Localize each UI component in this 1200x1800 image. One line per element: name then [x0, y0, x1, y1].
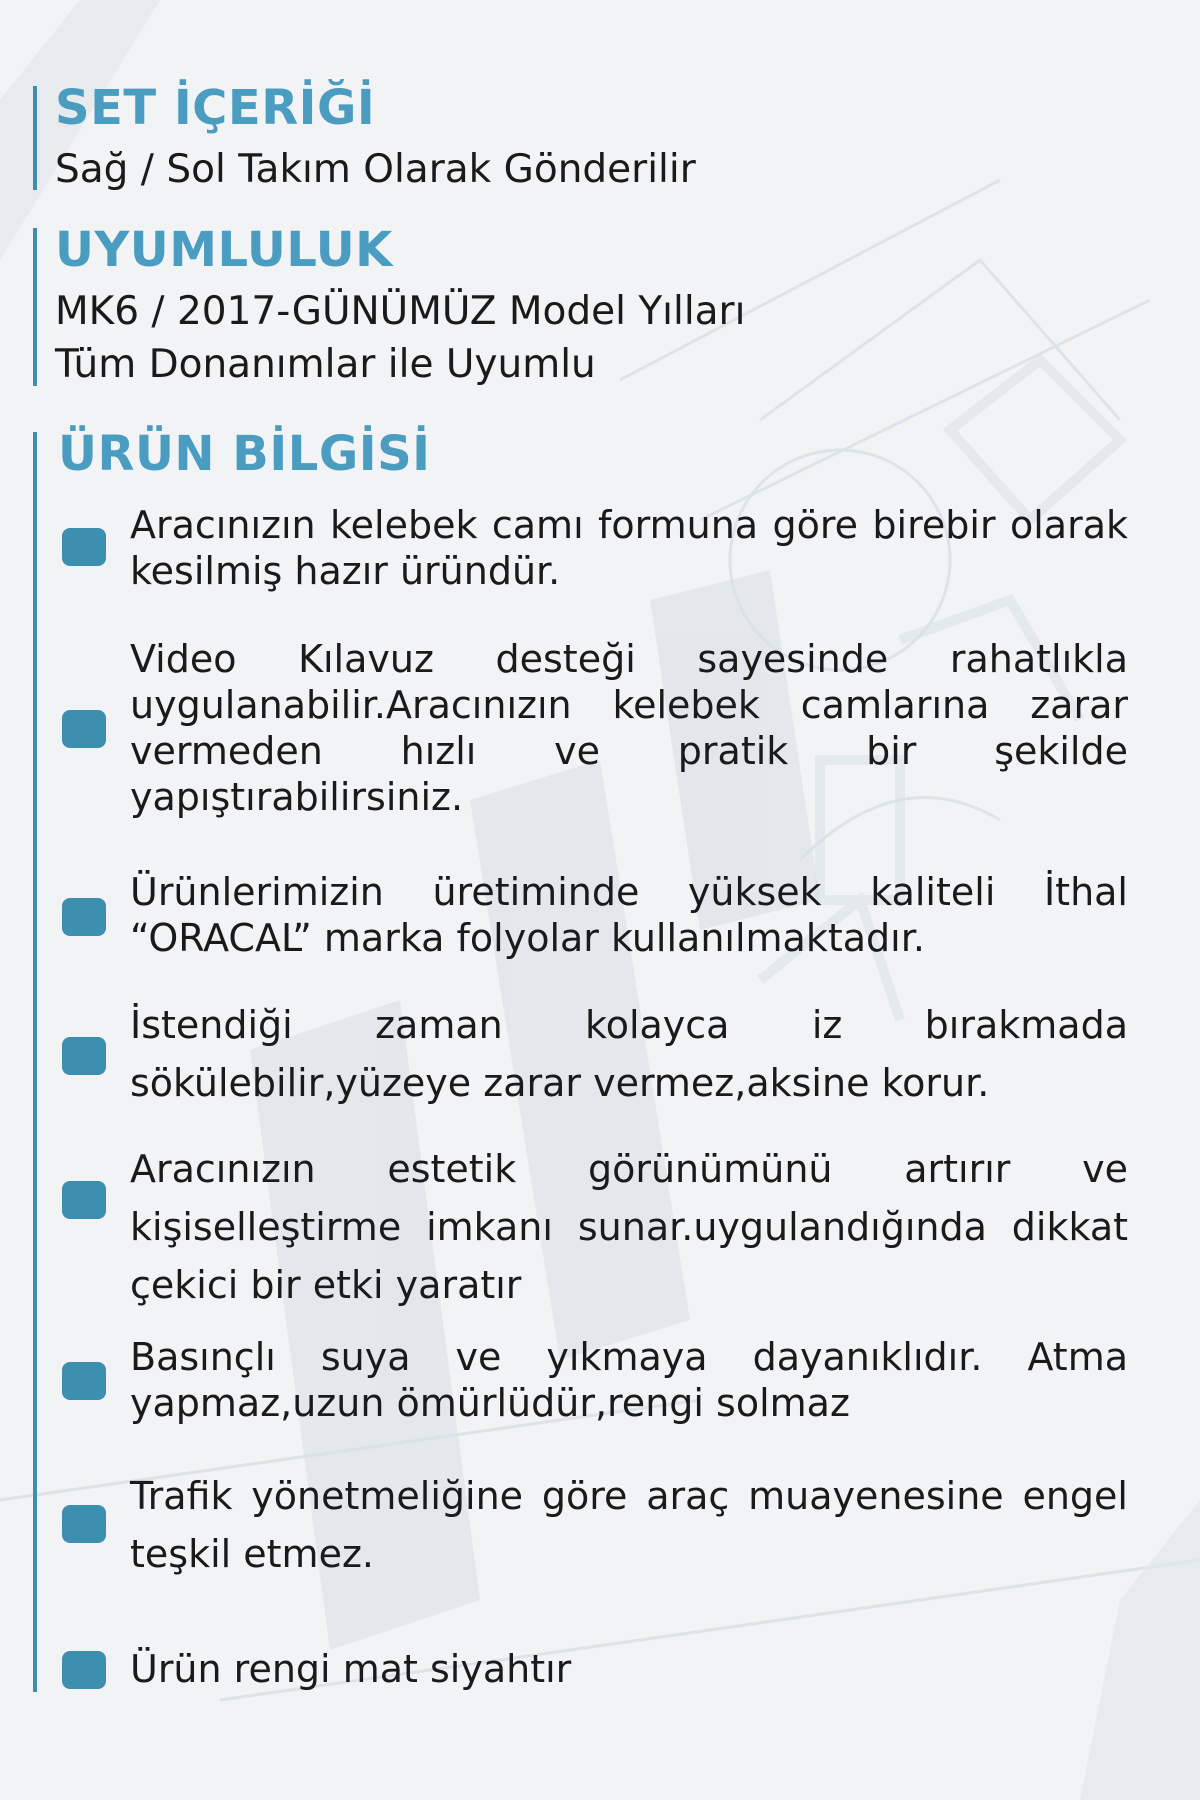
product-info-item-5: Aracınızın estetik görünümünü artırır ve kişiselleştirme imkanı sunar.uygulandığında dikkat çekici bir etki yaratır	[130, 1147, 1128, 1307]
product-info-accent-bar	[33, 432, 37, 1692]
bullet-icon	[62, 528, 106, 566]
product-info-item-8: Ürün rengi mat siyahtır	[130, 1647, 572, 1691]
product-info-item-3: Ürünlerimizin üretiminde yüksek kaliteli İthal “ORACAL” marka folyolar kullanılmaktadır.	[130, 870, 1128, 960]
product-info-item-1: Aracınızın kelebek camı formuna göre birebir olarak kesilmiş hazır üründür.	[130, 503, 1128, 593]
set-contents-heading: SET İÇERİĞİ	[55, 80, 376, 136]
product-info-item-7: Trafik yönetmeliğine göre araç muayenesine engel teşkil etmez.	[130, 1474, 1128, 1576]
compatibility-line-2: Tüm Donanımlar ile Uyumlu	[55, 342, 596, 387]
bullet-icon	[62, 1037, 106, 1075]
bullet-icon	[62, 1505, 106, 1543]
bullet-icon	[62, 1181, 106, 1219]
compatibility-heading: UYUMLULUK	[55, 222, 393, 278]
bullet-icon	[62, 898, 106, 936]
compatibility-accent-bar	[33, 228, 37, 386]
bullet-icon	[62, 710, 106, 748]
product-info-heading: ÜRÜN BİLGİSİ	[58, 426, 431, 482]
product-info-item-6: Basınçlı suya ve yıkmaya dayanıklıdır. Atma yapmaz,uzun ömürlüdür,rengi solmaz	[130, 1335, 1128, 1425]
set-contents-accent-bar	[33, 86, 37, 190]
product-info-item-2: Video Kılavuz desteği sayesinde rahatlıkla uygulanabilir.Aracınızın kelebek camlarına zarar vermeden hızlı ve pratik bir şekilde yapıştırabilirsiniz.	[130, 637, 1128, 819]
compatibility-line-1: MK6 / 2017-GÜNÜMÜZ Model Yılları	[55, 289, 746, 334]
bullet-icon	[62, 1651, 106, 1689]
bullet-icon	[62, 1362, 106, 1400]
product-info-item-4: İstendiği zaman kolayca iz bırakmada sökülebilir,yüzeye zarar vermez,aksine korur.	[130, 1003, 1128, 1105]
set-contents-text: Sağ / Sol Takım Olarak Gönderilir	[55, 147, 696, 192]
